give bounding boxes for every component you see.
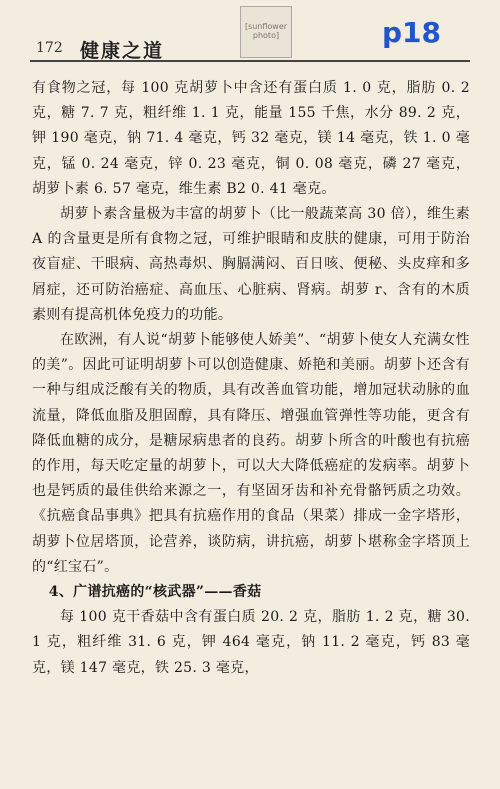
section-heading: 4、广谱抗癌的“核武器”——香菇 bbox=[48, 584, 262, 601]
paragraph: 在欧洲，有人说“胡萝卜能够使人娇美”、“胡萝卜使女人充满女性的美”。因此可证明胡萝卜可以创造健康、娇艳和美丽。胡萝卜还含有一种与组成泛酸有关的物质，具有改善血管功能，增加冠状动脉的血流量，降低血脂及胆固醇，具有降压、增强血管弹性等功能，更含有降低血糖的成分，是糖尿病患者的良药。胡萝卜所含的叶酸也有抗癌的作用，每天吃定量的胡萝卜，可以大大降低癌症的发病率。胡萝卜也是钙质的最佳供给来源之一，有坚固牙齿和补充骨骼钙质之功效。《抗癌食品事典》把具有抗癌作用的食品（果菜）排成一金字塔形，胡萝卜位居塔顶，论营养，谈防病，讲抗癌，胡萝卜堪称金字塔顶上的“红宝石”。 bbox=[32, 332, 470, 575]
paragraph: 每 100 克干香菇中含有蛋白质 20. 2 克，脂肪 1. 2 克，糖 30. 1 克，粗纤维 31. 6 克，钾 464 毫克，钠 11. 2 毫克，钙 83 毫克，镁 147 毫克，铁 25. 3 毫克， bbox=[32, 609, 470, 676]
header-rule bbox=[30, 60, 470, 62]
sunflower-image: [sunflower photo] bbox=[240, 6, 292, 58]
page-body bbox=[32, 76, 470, 681]
paragraph: 胡萝卜素含量极为丰富的胡萝卜（比一般蔬菜高 30 倍），维生素 A 的含量更是所有食物之冠，可维护眼睛和皮肤的健康，可用于防治夜盲症、干眼病、高热毒炽、胸膈满闷、百日咳、便秘、头皮痒和多屑症，还可防治癌症、高血压、心脏病、肾病。胡萝 r、含有的木质素则有提高机体免疫力的功能。 bbox=[32, 206, 470, 323]
page-stamp: p18 bbox=[382, 16, 442, 49]
page-header bbox=[0, 0, 500, 62]
page-number: 172 bbox=[36, 40, 63, 56]
book-title: 健康之道 bbox=[80, 40, 165, 62]
paragraph: 有食物之冠，每 100 克胡萝卜中含还有蛋白质 1. 0 克，脂肪 0. 2 克，糖 7. 7 克，粗纤维 1. 1 克，能量 155 千焦，水分 89. 2 克，钾 190 毫克，钠 71. 4 毫克，钙 32 毫克，镁 14 毫克，铁 1. 0 毫克，锰 0. 24 毫克，锌 0. 23 毫克，铜 0. 08 毫克，磷 27 毫克，胡萝卜素 6. 57 毫克，维生素 B2 0. 41 毫克。 bbox=[32, 80, 470, 197]
